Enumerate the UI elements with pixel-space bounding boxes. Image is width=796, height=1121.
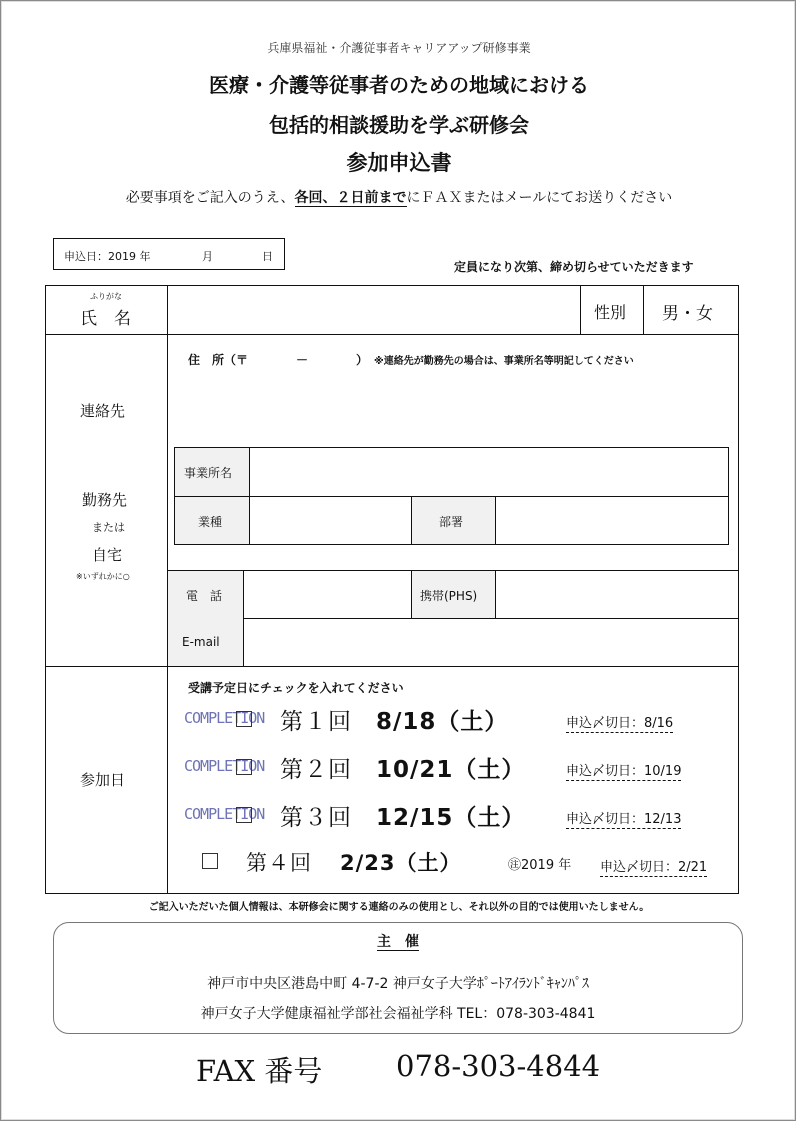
office-name-label: 事業所名 [184,466,233,480]
application-date-field[interactable] [53,238,285,270]
gender-options[interactable]: 男・女 [662,304,713,324]
department-input[interactable] [496,497,728,544]
check-instruction: 受講予定日にチェックを入れてください [188,681,404,695]
workplace-label[interactable]: 勤務先 [82,491,128,509]
session-1-checkbox[interactable] [236,711,252,727]
attendance-label: 参加日 [80,771,126,789]
fax-number: 078-303-4844 [396,1049,601,1083]
either-note: ※いずれかに○ [76,572,130,581]
phone-input[interactable] [244,571,411,618]
session-2-date: 10/21（土） [376,757,526,783]
department-label: 部署 [439,515,464,529]
organizer-address: 神戸市中央区港島中町 4-7-2 神戸女子大学ﾎﾟｰﾄｱｲﾗﾝﾄﾞｷｬﾝﾊﾟｽ [207,976,589,992]
or-label: または [92,521,125,534]
session-4-deadline: 申込〆切日：2/21 [600,856,707,877]
session-2-name: 第２回 [280,757,352,783]
application-table [45,285,739,894]
application-date-label: 申込日：2019 年 [64,250,151,263]
session-3-date: 12/15（土） [376,805,526,831]
organizer-box [53,922,743,1034]
address-label: 住 所（〒 － ） [188,353,369,367]
program-name: 兵庫県福祉・介護従事者キャリアアップ研修事業 [267,41,531,55]
session-3-name: 第３回 [280,805,352,831]
contact-label: 連絡先 [80,402,126,420]
instruction-suffix: にＦＡＸまたはメールにてお送りください [406,190,673,206]
home-label[interactable]: 自宅 [92,546,123,564]
completion-stamp: COMPLETION [184,709,265,727]
mobile-input[interactable] [496,571,737,618]
fax-label: FAX 番号 [196,1054,323,1088]
furigana-label: ふりがな [90,292,122,301]
session-4-year-note: ㊟2019 年 [508,858,572,873]
month-label: 月 [202,250,213,263]
phone-label: 電 話 [186,589,223,603]
address-input[interactable] [182,372,722,446]
session-4-date: 2/23（土） [340,851,462,875]
session-1-deadline: 申込〆切日：8/16 [566,712,673,733]
industry-input[interactable] [250,497,411,544]
completion-stamp: COMPLETION [184,757,265,775]
day-label: 日 [262,250,273,263]
submission-instruction [1,187,796,207]
gender-label: 性別 [594,303,627,322]
instruction-prefix: 必要事項をご記入のうえ、 [125,190,295,206]
name-label: 氏 名 [80,309,131,329]
completion-stamp: COMPLETION [184,805,265,823]
session-2-checkbox[interactable] [236,759,252,775]
session-3-deadline: 申込〆切日：12/13 [566,808,681,829]
email-label: E-mail [182,635,220,649]
office-name-input[interactable] [250,448,728,496]
name-input[interactable] [168,286,580,334]
industry-label: 業種 [198,515,223,529]
organizer-title [54,931,742,951]
session-2-deadline: 申込〆切日：10/19 [566,760,681,781]
session-3-checkbox[interactable] [236,807,252,823]
form-title: 参加申込書 [346,151,452,175]
capacity-notice: 定員になり次第、締め切らせていただきます [454,260,694,274]
session-1-date: 8/18（土） [376,709,509,735]
session-1-name: 第１回 [280,709,352,735]
session-4-name: 第４回 [246,851,312,875]
privacy-notice: ご記入いただいた個人情報は、本研修会に関する連絡のみの使用とし、それ以外の目的では使用いたしません。 [148,902,650,913]
email-input[interactable] [244,619,737,666]
title-line-1: 医療・介護等従事者のための地域における [209,73,589,97]
title-line-2: 包括的相談援助を学ぶ研修会 [269,113,529,137]
organizer-department: 神戸女子大学健康福祉学部社会福祉学科 TEL：078-303-4841 [200,1006,596,1022]
organizer-title-text: 主 催 [377,934,419,950]
address-note: ※連絡先が勤務先の場合は、事業所名等明記してください [374,356,634,367]
mobile-label: 携帯(PHS) [420,589,478,603]
session-4-checkbox[interactable] [202,853,218,869]
instruction-deadline: 各回、２日前まで [294,190,407,206]
